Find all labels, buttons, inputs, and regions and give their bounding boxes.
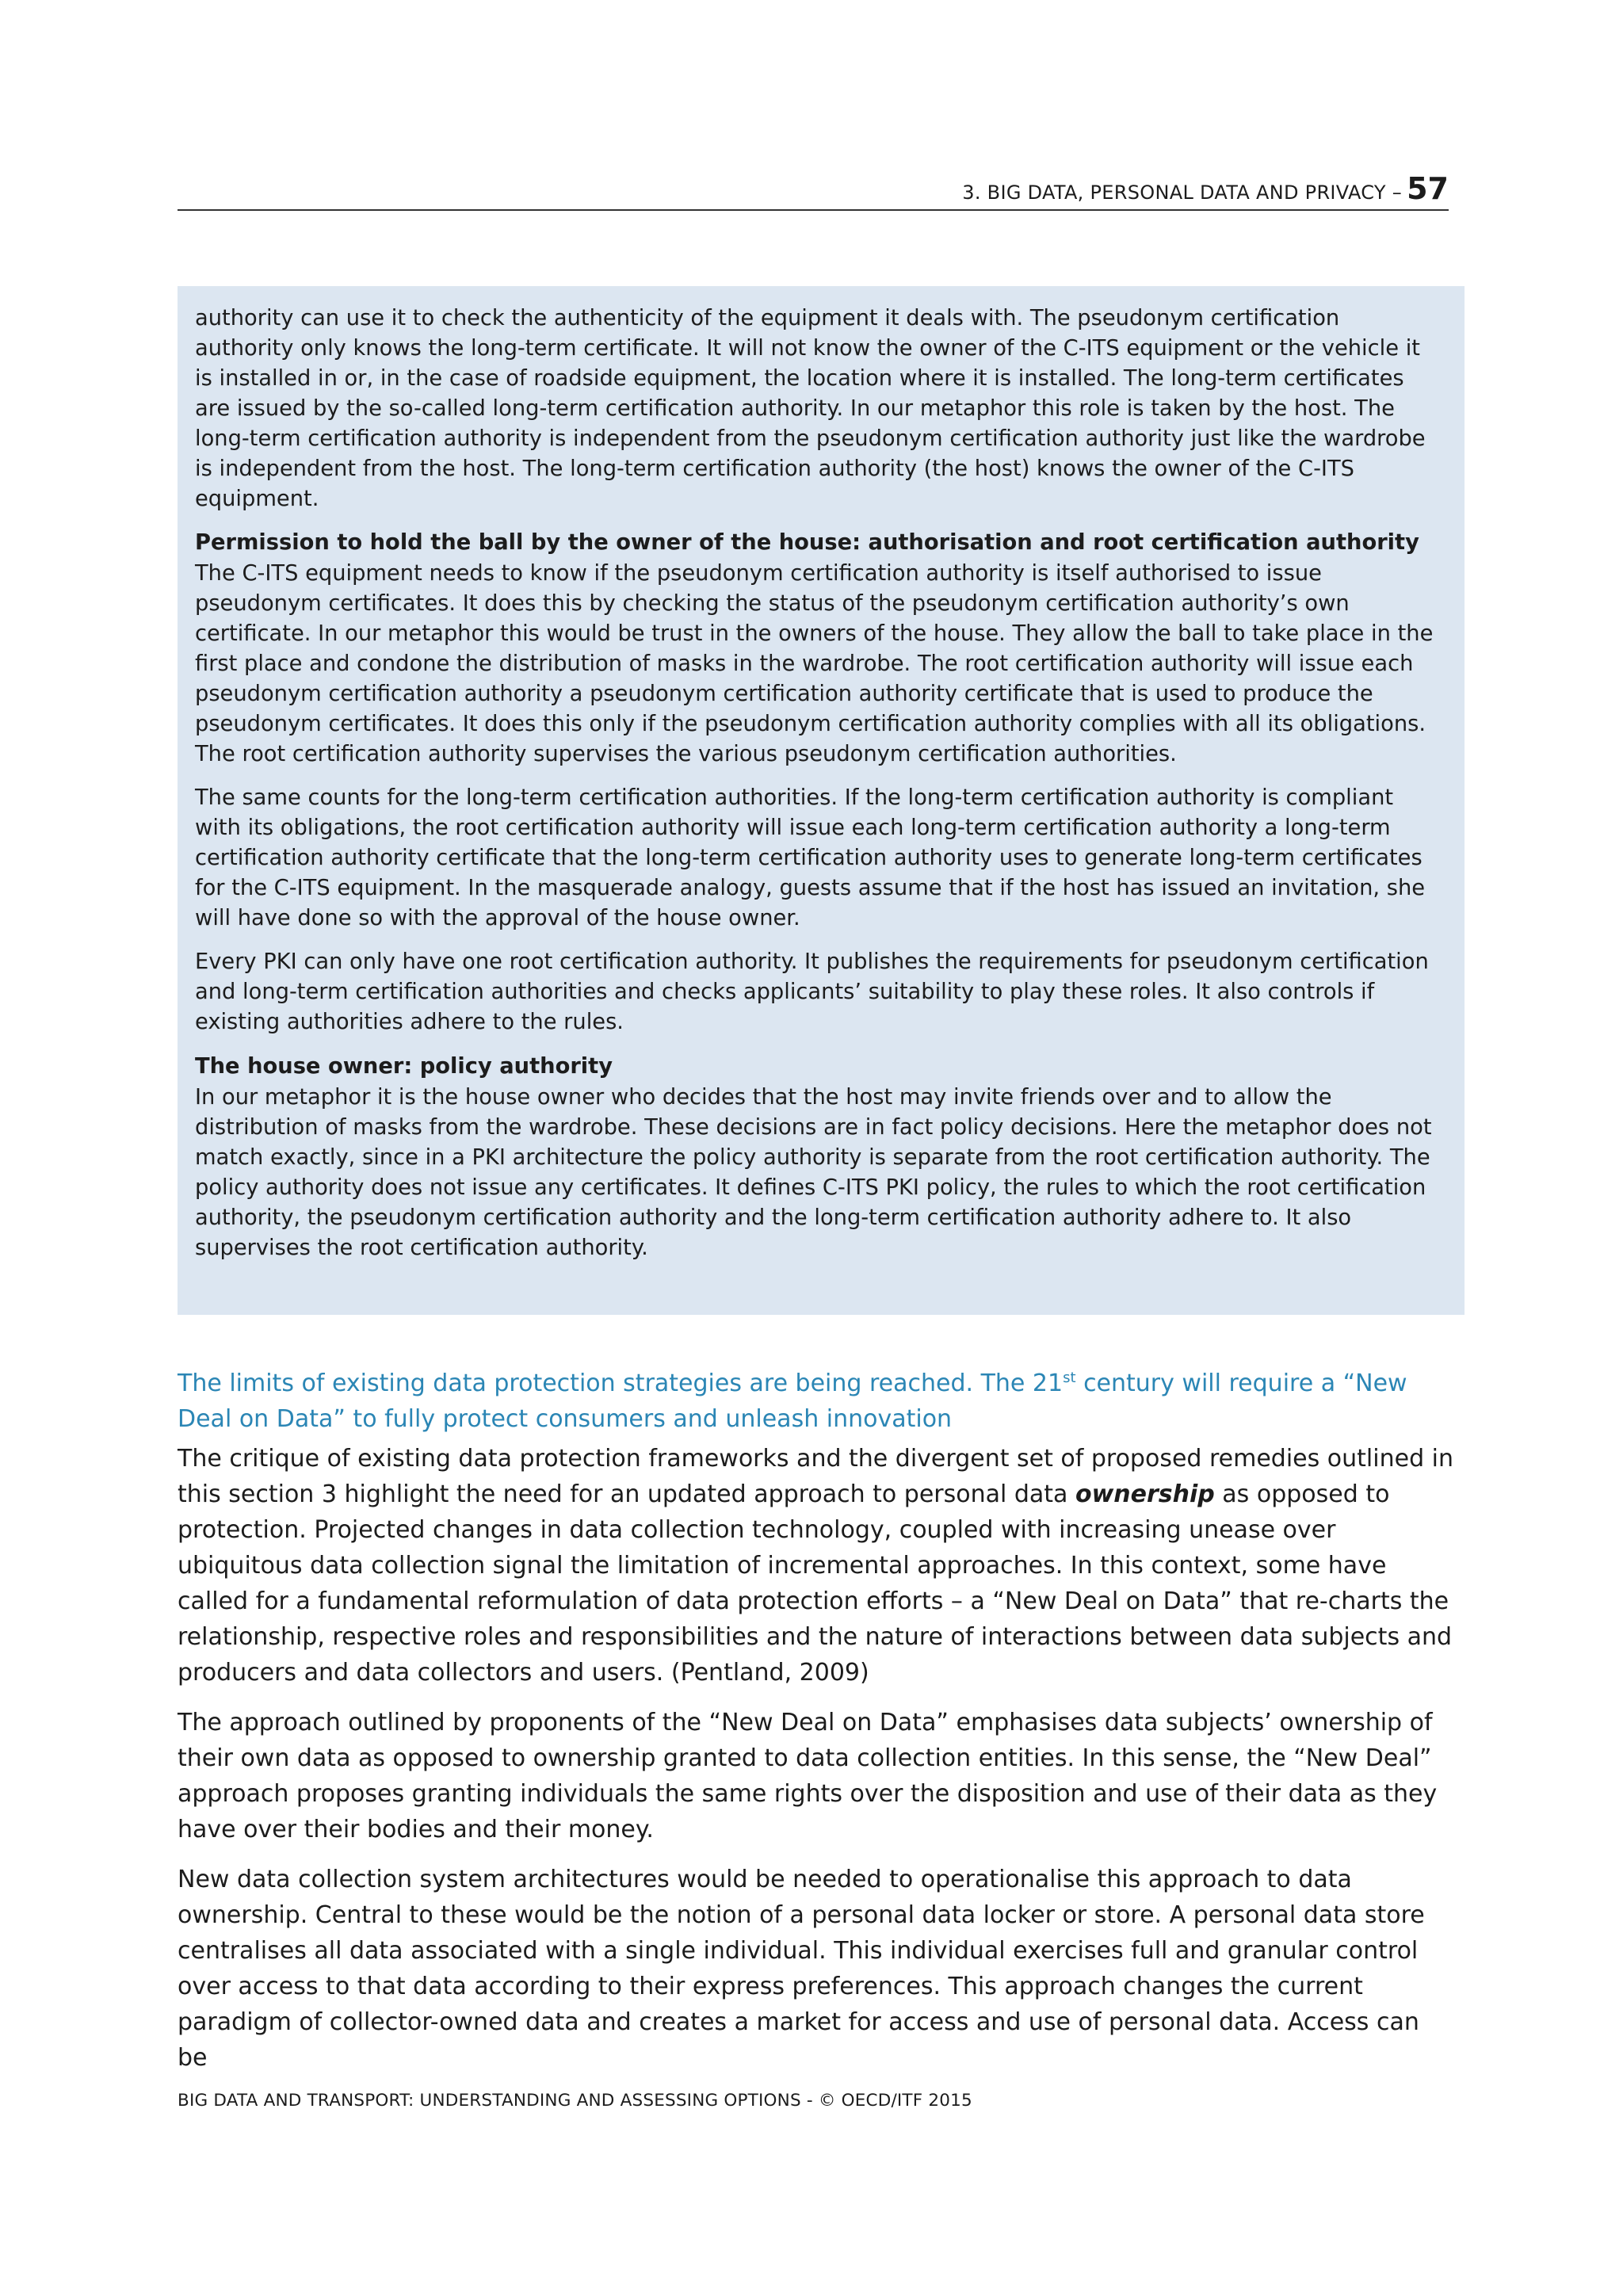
- body-paragraph: The approach outlined by proponents of the “New Deal on Data” emphasises data subjects’ ownership of their own data as opposed to ownership granted to data collection entities. In this sense, the “New Deal” approach proposes granting individuals the same rights over the disposition and use of their data as they have over their bodies and their money.: [178, 1709, 1438, 1843]
- main-text: [178, 1366, 1453, 2090]
- page-footer: BIG DATA AND TRANSPORT: UNDERSTANDING AND ASSESSING OPTIONS - © OECD/ITF 2015: [178, 2091, 972, 2111]
- box-paragraph: The same counts for the long-term certification authorities. If the long-term certification authority is compliant with its obligations, the root certification authority will issue each long-term certification authority a long-term certification authority certificate that the long-term certification authority uses to generate long-term certificates for the C-ITS equipment. In the masquerade analogy, guests assume that if the host has issued an invitation, she will have done so with the approval of the house owner.: [195, 785, 1426, 930]
- body-paragraph: New data collection system architectures would be needed to operationalise this approach to data ownership. Central to these would be the notion of a personal data locker or store. A personal data store centralises all data associated with a single individual. This individual exercises full and granular control over access to that data according to their express preferences. This approach changes the current paradigm of collector-owned data and creates a market for access and use of personal data. Access can be: [178, 1866, 1425, 2072]
- p1-text-before: The critique of existing data protection frameworks and the divergent set of proposed remedies outlined in this section 3 highlight the need for an updated approach to personal data: [178, 1445, 1453, 1508]
- box-heading-owner: The house owner: policy authority: [195, 1054, 613, 1079]
- box-paragraph: Every PKI can only have one root certification authority. It publishes the requirements for pseudonym certification and long-term certification authorities and checks applicants’ suitability to play these roles. It also controls if existing authorities adhere to the rules.: [195, 949, 1429, 1034]
- box-intro-paragraph: authority can use it to check the authenticity of the equipment it deals with. The pseudonym certification authority only knows the long-term certificate. It will not know the owner of the C-ITS equipment or the vehicle it is installed in or, in the case of roadside equipment, the location where it is installed. The long-term certificates are issued by the so-called long-term certification authority. In our metaphor this role is taken by the host. The long-term certification authority is independent from the pseudonym certification authority just like the wardrobe is independent from the host. The long-term certification authority (the host) knows the owner of the C-ITS equipment.: [195, 306, 1426, 511]
- body-paragraph: [178, 1441, 1453, 1690]
- heading-text-part1: The limits of existing data protection strategies are being reached. The 21: [178, 1370, 1064, 1397]
- section-heading: [178, 1366, 1453, 1437]
- running-header: [178, 171, 1449, 211]
- heading-text-part2: century will require a “New Deal on Data” to fully protect consumers and unleash innovation: [178, 1370, 1407, 1433]
- page-number: 57: [1407, 171, 1449, 206]
- p1-emphasis: ownership: [1075, 1480, 1215, 1508]
- box-paragraph: In our metaphor it is the house owner who decides that the host may invite friends over and to allow the distribution of masks from the wardrobe. These decisions are in fact policy decisions. Here the metaphor does not match exactly, since in a PKI architecture the policy authority is separate from the root certification authority. The policy authority does not issue any certificates. It defines C-ITS PKI policy, the rules to which the root certification authority, the pseudonym certification authority and the long-term certification authority adhere to. It also supervises the root certification authority.: [195, 1085, 1432, 1260]
- box-paragraph: The C-ITS equipment needs to know if the pseudonym certification authority is itself authorised to issue pseudonym certificates. It does this by checking the status of the pseudonym certification authority’s own certificate. In our metaphor this would be trust in the owners of the house. They allow the ball to take place in the first place and condone the distribution of masks in the wardrobe. The root certification authority will issue each pseudonym certification authority a pseudonym certification authority certificate that is used to produce the pseudonym certificates. It does this only if the pseudonym certification authority complies with all its obligations. The root certification authority supervises the various pseudonym certification authorities.: [195, 561, 1434, 766]
- box-heading-permission: Permission to hold the ball by the owner of the house: authorisation and root certification authority: [195, 530, 1419, 555]
- heading-superscript: st: [1063, 1370, 1076, 1386]
- p1-text-after: as opposed to protection. Projected changes in data collection technology, coupled with increasing unease over ubiquitous data collection signal the limitation of incremental approaches. In this context, some have called for a fundamental reformulation of data protection efforts – a “New Deal on Data” that re-charts the relationship, respective roles and responsibilities and the nature of interactions between data subjects and producers and data collectors and users. (Pentland, 2009): [178, 1480, 1453, 1687]
- section-title: 3. BIG DATA, PERSONAL DATA AND PRIVACY –: [962, 181, 1403, 204]
- info-box: [178, 286, 1465, 1315]
